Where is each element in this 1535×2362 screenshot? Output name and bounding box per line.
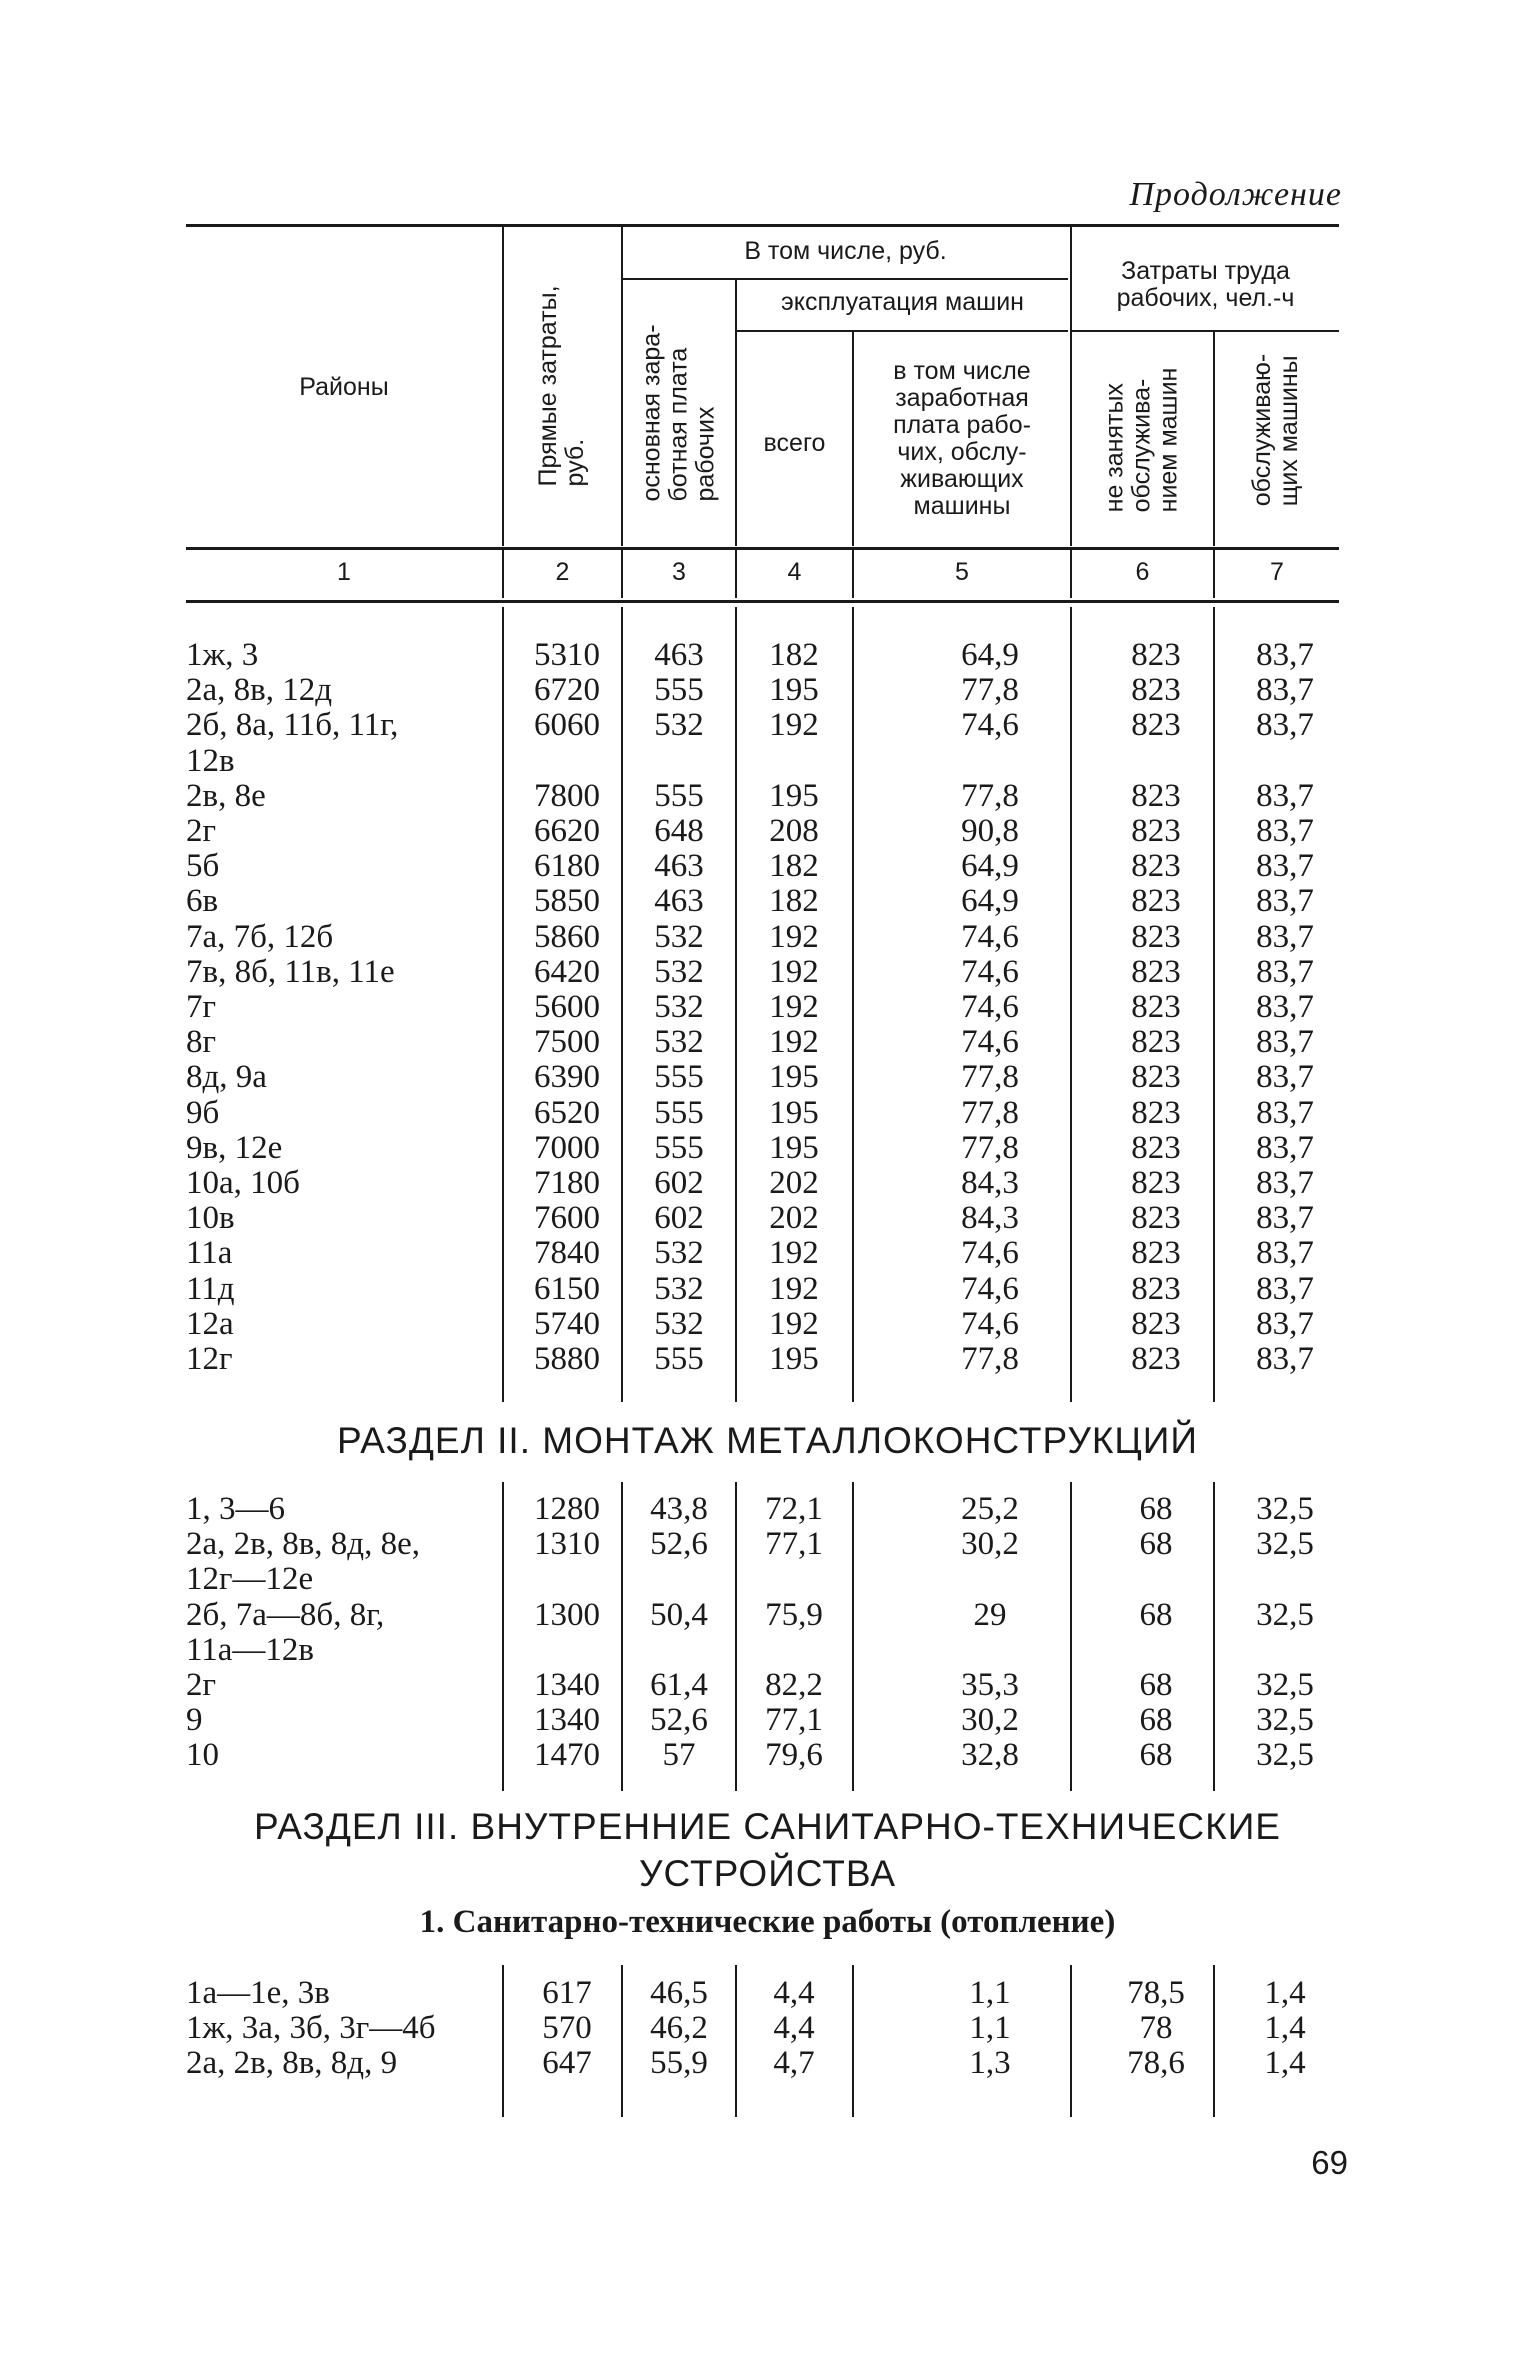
- row-region: 10: [186, 1737, 219, 1774]
- table-cell-col4: 77,1: [765, 1526, 823, 1563]
- table-cell-col7: 1,4: [1264, 1975, 1306, 2011]
- table-cell-col6: 823: [1131, 1129, 1181, 1166]
- table-cell-col7: 83,7: [1256, 883, 1314, 920]
- labor-rule: [1072, 330, 1339, 332]
- table-cell-col7: 83,7: [1256, 1094, 1314, 1131]
- table-cell-col2: 5860: [534, 918, 600, 955]
- table-cell-col2: 6060: [534, 707, 600, 744]
- table-cell-col2: 1280: [534, 1491, 600, 1527]
- table-cell-col5: 1,3: [969, 2045, 1011, 2082]
- table-cell-col4: 195: [769, 777, 819, 814]
- table-cell-col3: 555: [654, 1129, 704, 1166]
- page-number: 69: [1311, 2144, 1348, 2181]
- table-cell-col2: 617: [542, 1975, 592, 2011]
- table-cell-col5: 77,8: [961, 1341, 1019, 1377]
- table-cell-col3: 463: [654, 637, 704, 673]
- table-cell-col7: 83,7: [1256, 1305, 1314, 1342]
- table-cell-col3: 43,8: [650, 1491, 708, 1527]
- table-cell-col7: 83,7: [1256, 848, 1314, 885]
- table-cell-col7: 83,7: [1256, 777, 1314, 814]
- header-regions: Районы: [299, 373, 389, 401]
- table-cell-col4: 77,1: [765, 1702, 823, 1739]
- table-cell-col7: 83,7: [1256, 918, 1314, 955]
- table-cell-col6: 823: [1131, 1341, 1181, 1377]
- table-cell-col4: 192: [769, 1305, 819, 1342]
- table-cell-col5: 74,6: [961, 1235, 1019, 1272]
- header-machine-wage: в том числе заработная плата рабо- чих, обслу- живающих машины: [893, 357, 1031, 520]
- table-cell-col2: 6720: [534, 672, 600, 709]
- table-cell-col7: 83,7: [1256, 1024, 1314, 1061]
- row-region: 5б: [186, 848, 220, 885]
- row-region: 2а, 2в, 8в, 8д, 9: [186, 2045, 398, 2082]
- row-region-continued: 11а—12в: [186, 1631, 315, 1668]
- table-cell-col3: 463: [654, 848, 704, 885]
- row-region: 10а, 10б: [186, 1165, 300, 1201]
- table-cell-col3: 463: [654, 883, 704, 920]
- table-cell-col4: 195: [769, 1094, 819, 1131]
- table-cell-col4: 195: [769, 1341, 819, 1377]
- table-cell-col5: 74,6: [961, 707, 1019, 744]
- table-cell-col6: 823: [1131, 1059, 1181, 1096]
- table-cell-col4: 72,1: [765, 1491, 823, 1527]
- row-region: 11д: [186, 1270, 235, 1307]
- table-cell-col6: 823: [1131, 707, 1181, 744]
- table-cell-col2: 1470: [534, 1737, 600, 1774]
- section3-title-line1: РАЗДЕЛ III. ВНУТРЕННИЕ САНИТАРНО-ТЕХНИЧЕСКИЕ: [254, 1806, 1281, 1847]
- table-cell-col7: 32,5: [1256, 1737, 1314, 1774]
- table-cell-col5: 84,3: [961, 1200, 1019, 1237]
- col-number-7: 7: [1270, 558, 1284, 586]
- table-cell-col3: 55,9: [650, 2045, 708, 2082]
- table-cell-col3: 555: [654, 1094, 704, 1131]
- header-top-rule: [186, 224, 1339, 227]
- row-region: 9: [186, 1702, 203, 1739]
- header-in-number: В том числе, руб.: [744, 237, 947, 265]
- table-cell-col6: 68: [1139, 1526, 1173, 1563]
- table-cell-col3: 57: [662, 1737, 696, 1774]
- table-cell-col4: 195: [769, 1129, 819, 1166]
- table-cell-col6: 823: [1131, 918, 1181, 955]
- table-cell-col2: 5850: [534, 883, 600, 920]
- table-cell-col7: 32,5: [1256, 1667, 1314, 1703]
- table-cell-col3: 555: [654, 1341, 704, 1377]
- row-region: 7в, 8б, 11в, 11е: [186, 953, 395, 990]
- table-cell-col2: 5740: [534, 1305, 600, 1342]
- table-cell-col7: 32,5: [1256, 1526, 1314, 1563]
- column-separator: [1070, 1965, 1072, 2117]
- table-cell-col3: 532: [654, 953, 704, 990]
- row-region: 1ж, 3: [186, 637, 259, 673]
- table-cell-col2: 1310: [534, 1526, 600, 1563]
- table-cell-col6: 823: [1131, 989, 1181, 1025]
- table-cell-col4: 208: [769, 813, 819, 849]
- table-cell-col6: 823: [1131, 1024, 1181, 1061]
- table-cell-col2: 647: [542, 2045, 592, 2082]
- table-cell-col6: 68: [1139, 1737, 1173, 1774]
- header-machine-operation: эксплуатация машин: [781, 288, 1024, 316]
- colnum-bottom-rule: [186, 600, 1339, 603]
- table-cell-col3: 52,6: [650, 1702, 708, 1739]
- table-cell-col4: 4,4: [773, 2010, 815, 2047]
- table-cell-col5: 77,8: [961, 777, 1019, 814]
- table-cell-col5: 1,1: [969, 2010, 1011, 2047]
- table-cell-col6: 823: [1131, 1165, 1181, 1201]
- table-cell-col7: 32,5: [1256, 1702, 1314, 1739]
- row-region: 11а: [186, 1235, 233, 1272]
- row-region: 6в: [186, 883, 219, 920]
- table-cell-col6: 68: [1139, 1491, 1173, 1527]
- table-cell-col5: 64,9: [961, 848, 1019, 885]
- row-region: 2а, 8в, 12д: [186, 672, 333, 709]
- table-cell-col5: 74,6: [961, 953, 1019, 990]
- table-cell-col4: 79,6: [765, 1737, 823, 1774]
- col-number-5: 5: [955, 558, 969, 586]
- row-region: 2в, 8е: [186, 777, 266, 814]
- table-cell-col6: 68: [1139, 1596, 1173, 1633]
- table-cell-col6: 823: [1131, 1235, 1181, 1272]
- table-cell-col6: 823: [1131, 1200, 1181, 1237]
- table-cell-col3: 555: [654, 672, 704, 709]
- row-region: 2а, 2в, 8в, 8д, 8е,: [186, 1526, 420, 1563]
- table-cell-col7: 1,4: [1264, 2045, 1306, 2082]
- continuation-label: Продолжение: [1129, 176, 1342, 213]
- row-region: 9в, 12е: [186, 1129, 283, 1166]
- row-region: 2г: [186, 813, 217, 849]
- section2-title: РАЗДЕЛ II. МОНТАЖ МЕТАЛЛОКОНСТРУКЦИЙ: [337, 1420, 1198, 1461]
- table-cell-col6: 78,5: [1127, 1975, 1185, 2011]
- row-region: 2б, 8а, 11б, 11г,: [186, 707, 399, 744]
- table-cell-col3: 532: [654, 1305, 704, 1342]
- header-not-machine-workers: не занятых обслужива- нием машин: [1100, 367, 1183, 513]
- header-total: всего: [763, 429, 826, 457]
- table-cell-col4: 82,2: [765, 1667, 823, 1703]
- table-cell-col5: 77,8: [961, 672, 1019, 709]
- table-cell-col3: 555: [654, 777, 704, 814]
- header-bottom-rule: [186, 547, 1339, 550]
- row-region: 12г: [186, 1341, 233, 1377]
- table-cell-col3: 50,4: [650, 1596, 708, 1633]
- column-separator: [502, 1965, 504, 2117]
- table-cell-col2: 5600: [534, 989, 600, 1025]
- table-cell-col6: 823: [1131, 953, 1181, 990]
- table-cell-col3: 555: [654, 1059, 704, 1096]
- row-region: 8д, 9а: [186, 1059, 267, 1096]
- table-cell-col4: 202: [769, 1165, 819, 1201]
- in-number-rule: [623, 278, 1068, 280]
- table-cell-col6: 823: [1131, 637, 1181, 673]
- col-number-3: 3: [672, 558, 686, 586]
- row-region: 12а: [186, 1305, 234, 1342]
- table-cell-col5: 30,2: [961, 1702, 1019, 1739]
- table-cell-col3: 61,4: [650, 1667, 708, 1703]
- table-cell-col7: 83,7: [1256, 1165, 1314, 1201]
- table-cell-col4: 195: [769, 672, 819, 709]
- table-cell-col7: 83,7: [1256, 1200, 1314, 1237]
- header-direct-costs: Прямые затраты, руб.: [534, 285, 589, 487]
- table-cell-col3: 46,2: [650, 2010, 708, 2047]
- table-cell-col5: 77,8: [961, 1059, 1019, 1096]
- table-cell-col5: 77,8: [961, 1129, 1019, 1166]
- table-cell-col4: 202: [769, 1200, 819, 1237]
- table-cell-col7: 83,7: [1256, 953, 1314, 990]
- table-cell-col2: 1340: [534, 1702, 600, 1739]
- table-cell-col3: 532: [654, 1235, 704, 1272]
- table-cell-col6: 68: [1139, 1667, 1173, 1703]
- table-cell-col5: 35,3: [961, 1667, 1019, 1703]
- table-cell-col4: 4,7: [773, 2045, 815, 2082]
- table-cell-col5: 64,9: [961, 883, 1019, 920]
- table-cell-col5: 74,6: [961, 989, 1019, 1025]
- table-cell-col3: 602: [654, 1200, 704, 1237]
- table-cell-col3: 532: [654, 707, 704, 744]
- table-cell-col3: 648: [654, 813, 704, 849]
- table-cell-col4: 182: [769, 637, 819, 673]
- table-cell-col2: 6390: [534, 1059, 600, 1096]
- row-region: 8г: [186, 1024, 217, 1061]
- table-cell-col5: 32,8: [961, 1737, 1019, 1774]
- column-separator: [1070, 1482, 1072, 1791]
- row-region-continued: 12в: [186, 742, 235, 779]
- table-cell-col2: 6150: [534, 1270, 600, 1307]
- table-cell-col4: 4,4: [773, 1975, 815, 2011]
- table-cell-col4: 182: [769, 883, 819, 920]
- section3-title-line2: УСТРОЙСТВА: [638, 1853, 897, 1894]
- table-cell-col4: 192: [769, 953, 819, 990]
- table-cell-col6: 823: [1131, 672, 1181, 709]
- table-cell-col2: 5880: [534, 1341, 600, 1377]
- row-region: 7г: [186, 989, 217, 1025]
- table-cell-col5: 74,6: [961, 918, 1019, 955]
- table-cell-col7: 83,7: [1256, 813, 1314, 849]
- header-base-wage: основная зара- ботная плата рабочих: [637, 324, 720, 502]
- table-cell-col6: 823: [1131, 883, 1181, 920]
- table-cell-col2: 7600: [534, 1200, 600, 1237]
- table-cell-col4: 192: [769, 1024, 819, 1061]
- table-cell-col4: 192: [769, 989, 819, 1025]
- table-cell-col3: 46,5: [650, 1975, 708, 2011]
- table-cell-col6: 78,6: [1127, 2045, 1185, 2082]
- column-separator: [502, 607, 504, 1402]
- header-machine-workers: обслуживаю- щих машины: [1248, 353, 1303, 507]
- table-cell-col5: 84,3: [961, 1165, 1019, 1201]
- table-cell-col2: 7500: [534, 1024, 600, 1061]
- table-cell-col5: 90,8: [961, 813, 1019, 849]
- table-cell-col5: 64,9: [961, 637, 1019, 673]
- row-region: 2б, 7а—8б, 8г,: [186, 1596, 385, 1633]
- table-cell-col7: 83,7: [1256, 637, 1314, 673]
- col-number-2: 2: [555, 558, 570, 586]
- table-cell-col3: 532: [654, 1024, 704, 1061]
- table-cell-col7: 1,4: [1264, 2010, 1306, 2047]
- table-cell-col4: 192: [769, 918, 819, 955]
- table-cell-col5: 29: [973, 1596, 1007, 1633]
- table-cell-col2: 6620: [534, 813, 600, 849]
- table-cell-col7: 83,7: [1256, 1270, 1314, 1307]
- table-cell-col6: 823: [1131, 813, 1181, 849]
- table-cell-col3: 532: [654, 1270, 704, 1307]
- table-cell-col6: 68: [1139, 1702, 1173, 1739]
- table-cell-col2: 7180: [534, 1165, 600, 1201]
- machine-rule: [737, 330, 1068, 332]
- table-cell-col2: 570: [542, 2010, 592, 2047]
- table-cell-col6: 823: [1131, 848, 1181, 885]
- row-region: 9б: [186, 1094, 220, 1131]
- col-number-1: 1: [337, 558, 351, 586]
- column-separator: [502, 1482, 504, 1791]
- table-cell-col5: 74,6: [961, 1305, 1019, 1342]
- table-cell-col7: 32,5: [1256, 1596, 1314, 1633]
- table-cell-col6: 823: [1131, 1270, 1181, 1307]
- table-cell-col6: 823: [1131, 1305, 1181, 1342]
- table-cell-col6: 823: [1131, 777, 1181, 814]
- table-cell-col2: 5310: [534, 637, 600, 673]
- table-cell-col7: 83,7: [1256, 707, 1314, 744]
- table-cell-col3: 602: [654, 1165, 704, 1201]
- row-region: 1ж, 3а, 3б, 3г—4б: [186, 2010, 436, 2047]
- table-cell-col4: 192: [769, 1270, 819, 1307]
- column-separator: [1070, 607, 1072, 1402]
- table-cell-col2: 6420: [534, 953, 600, 990]
- table-cell-col4: 195: [769, 1059, 819, 1096]
- row-region: 10в: [186, 1200, 235, 1237]
- table-cell-col2: 7800: [534, 777, 600, 814]
- table-cell-col5: 74,6: [961, 1024, 1019, 1061]
- row-region-continued: 12г—12е: [186, 1561, 314, 1598]
- col-number-6: 6: [1135, 558, 1150, 586]
- row-region: 1, 3—6: [186, 1491, 285, 1527]
- table-cell-col4: 192: [769, 1235, 819, 1272]
- table-cell-col2: 1300: [534, 1596, 600, 1633]
- table-cell-col7: 83,7: [1256, 1235, 1314, 1272]
- col-number-4: 4: [787, 558, 802, 586]
- table-cell-col6: 823: [1131, 1094, 1181, 1131]
- table-cell-col5: 25,2: [961, 1491, 1019, 1527]
- row-region: 1а—1е, 3в: [186, 1975, 330, 2011]
- table-cell-col4: 192: [769, 707, 819, 744]
- table-cell-col5: 77,8: [961, 1094, 1019, 1131]
- table-cell-col4: 182: [769, 848, 819, 885]
- table-cell-col2: 1340: [534, 1667, 600, 1703]
- table-cell-col6: 78: [1139, 2010, 1173, 2047]
- table-cell-col4: 75,9: [765, 1596, 823, 1633]
- table-cell-col2: 7000: [534, 1129, 600, 1166]
- table-cell-col7: 83,7: [1256, 989, 1314, 1025]
- table-cell-col3: 532: [654, 989, 704, 1025]
- row-region: 2г: [186, 1667, 217, 1703]
- table-cell-col7: 32,5: [1256, 1491, 1314, 1527]
- row-region: 7а, 7б, 12б: [186, 918, 334, 955]
- table-cell-col2: 6520: [534, 1094, 600, 1131]
- table-cell-col2: 6180: [534, 848, 600, 885]
- table-cell-col7: 83,7: [1256, 1341, 1314, 1377]
- table-cell-col2: 7840: [534, 1235, 600, 1272]
- table-cell-col5: 74,6: [961, 1270, 1019, 1307]
- table-cell-col5: 30,2: [961, 1526, 1019, 1563]
- table-cell-col5: 1,1: [969, 1975, 1011, 2011]
- table-cell-col7: 83,7: [1256, 672, 1314, 709]
- table-cell-col3: 52,6: [650, 1526, 708, 1563]
- header-labor-costs: Затраты труда рабочих, чел.-ч: [1116, 257, 1295, 312]
- section3-subtitle: 1. Санитарно-технические работы (отопление): [419, 1904, 1116, 1940]
- table-cell-col3: 532: [654, 918, 704, 955]
- table-cell-col7: 83,7: [1256, 1059, 1314, 1096]
- table-cell-col7: 83,7: [1256, 1129, 1314, 1166]
